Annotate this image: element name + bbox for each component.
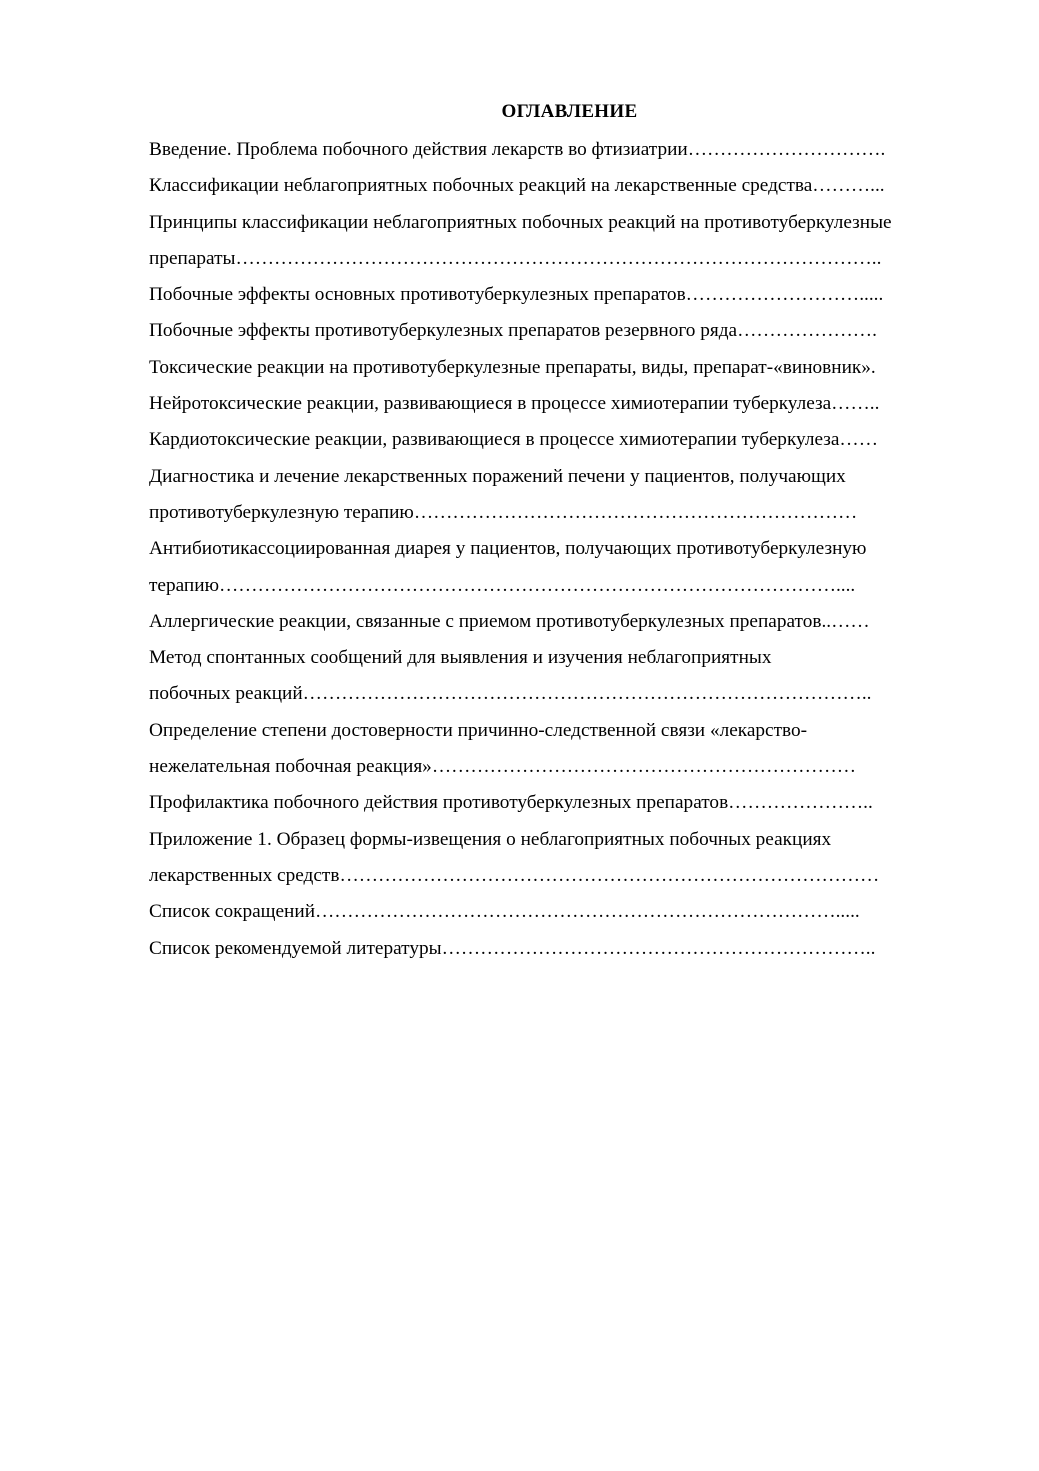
toc-line: Антибиотикассоциированная диарея у пациентов, получающих противотуберкулезную (149, 538, 867, 560)
toc-line: терапию…………………………………………………………………………………….... (149, 574, 856, 596)
toc-line: Метод спонтанных сообщений для выявления и изучения неблагоприятных (149, 647, 772, 669)
toc-line: нежелательная побочная реакция»………………………………………………………… (149, 756, 857, 778)
toc-line: Введение. Проблема побочного действия лекарств во фтизиатрии…………………………. (149, 139, 886, 160)
toc-line: Кардиотоксические реакции, развивающиеся в процессе химиотерапии туберкулеза…… (149, 429, 878, 451)
toc-line: Побочные эффекты противотуберкулезных препаратов резервного ряда…………………. (149, 320, 877, 342)
toc-line: Нейротоксические реакции, развивающиеся в процессе химиотерапии туберкулеза…….. (149, 393, 880, 415)
toc-line: побочных реакций…………………………………………………………………………….. (149, 683, 872, 705)
toc-line: Профилактика побочного действия противотуберкулезных препаратов………………….. (149, 792, 873, 814)
toc-line: Определение степени достоверности причинно-следственной связи «лекарство- (149, 719, 808, 741)
toc-line: Приложение 1. Образец формы-извещения о неблагоприятных побочных реакциях (149, 828, 832, 850)
toc-line: Принципы классификации неблагоприятных побочных реакций на противотуберкулезные (149, 211, 892, 233)
toc-line: Токсические реакции на противотуберкулезные препараты, виды, препарат-«виновник». (149, 356, 876, 378)
toc-line: противотуберкулезную терапию…………………………………………………………… (149, 501, 858, 523)
toc-line: Классификации неблагоприятных побочных реакций на лекарственные средства………... (149, 175, 885, 197)
toc-line: Список рекомендуемой литературы………………………………………………………….. (149, 937, 876, 959)
toc-title: ОГЛАВЛЕНИЕ (501, 101, 638, 122)
toc-line: лекарственных средств………………………………………………………………………… (149, 864, 880, 886)
toc-line: Аллергические реакции, связанные с приемом противотуберкулезных препаратов..…… (149, 610, 870, 632)
toc-line: Побочные эффекты основных противотуберкулезных препаратов………………………..... (149, 284, 884, 306)
toc-list (149, 132, 979, 967)
toc-line: Список сокращений………………………………………………………………………..... (149, 901, 860, 923)
toc-line: препараты……………………………………………………………………………………….. (149, 247, 882, 269)
toc-line: Диагностика и лечение лекарственных поражений печени у пациентов, получающих (149, 465, 846, 487)
